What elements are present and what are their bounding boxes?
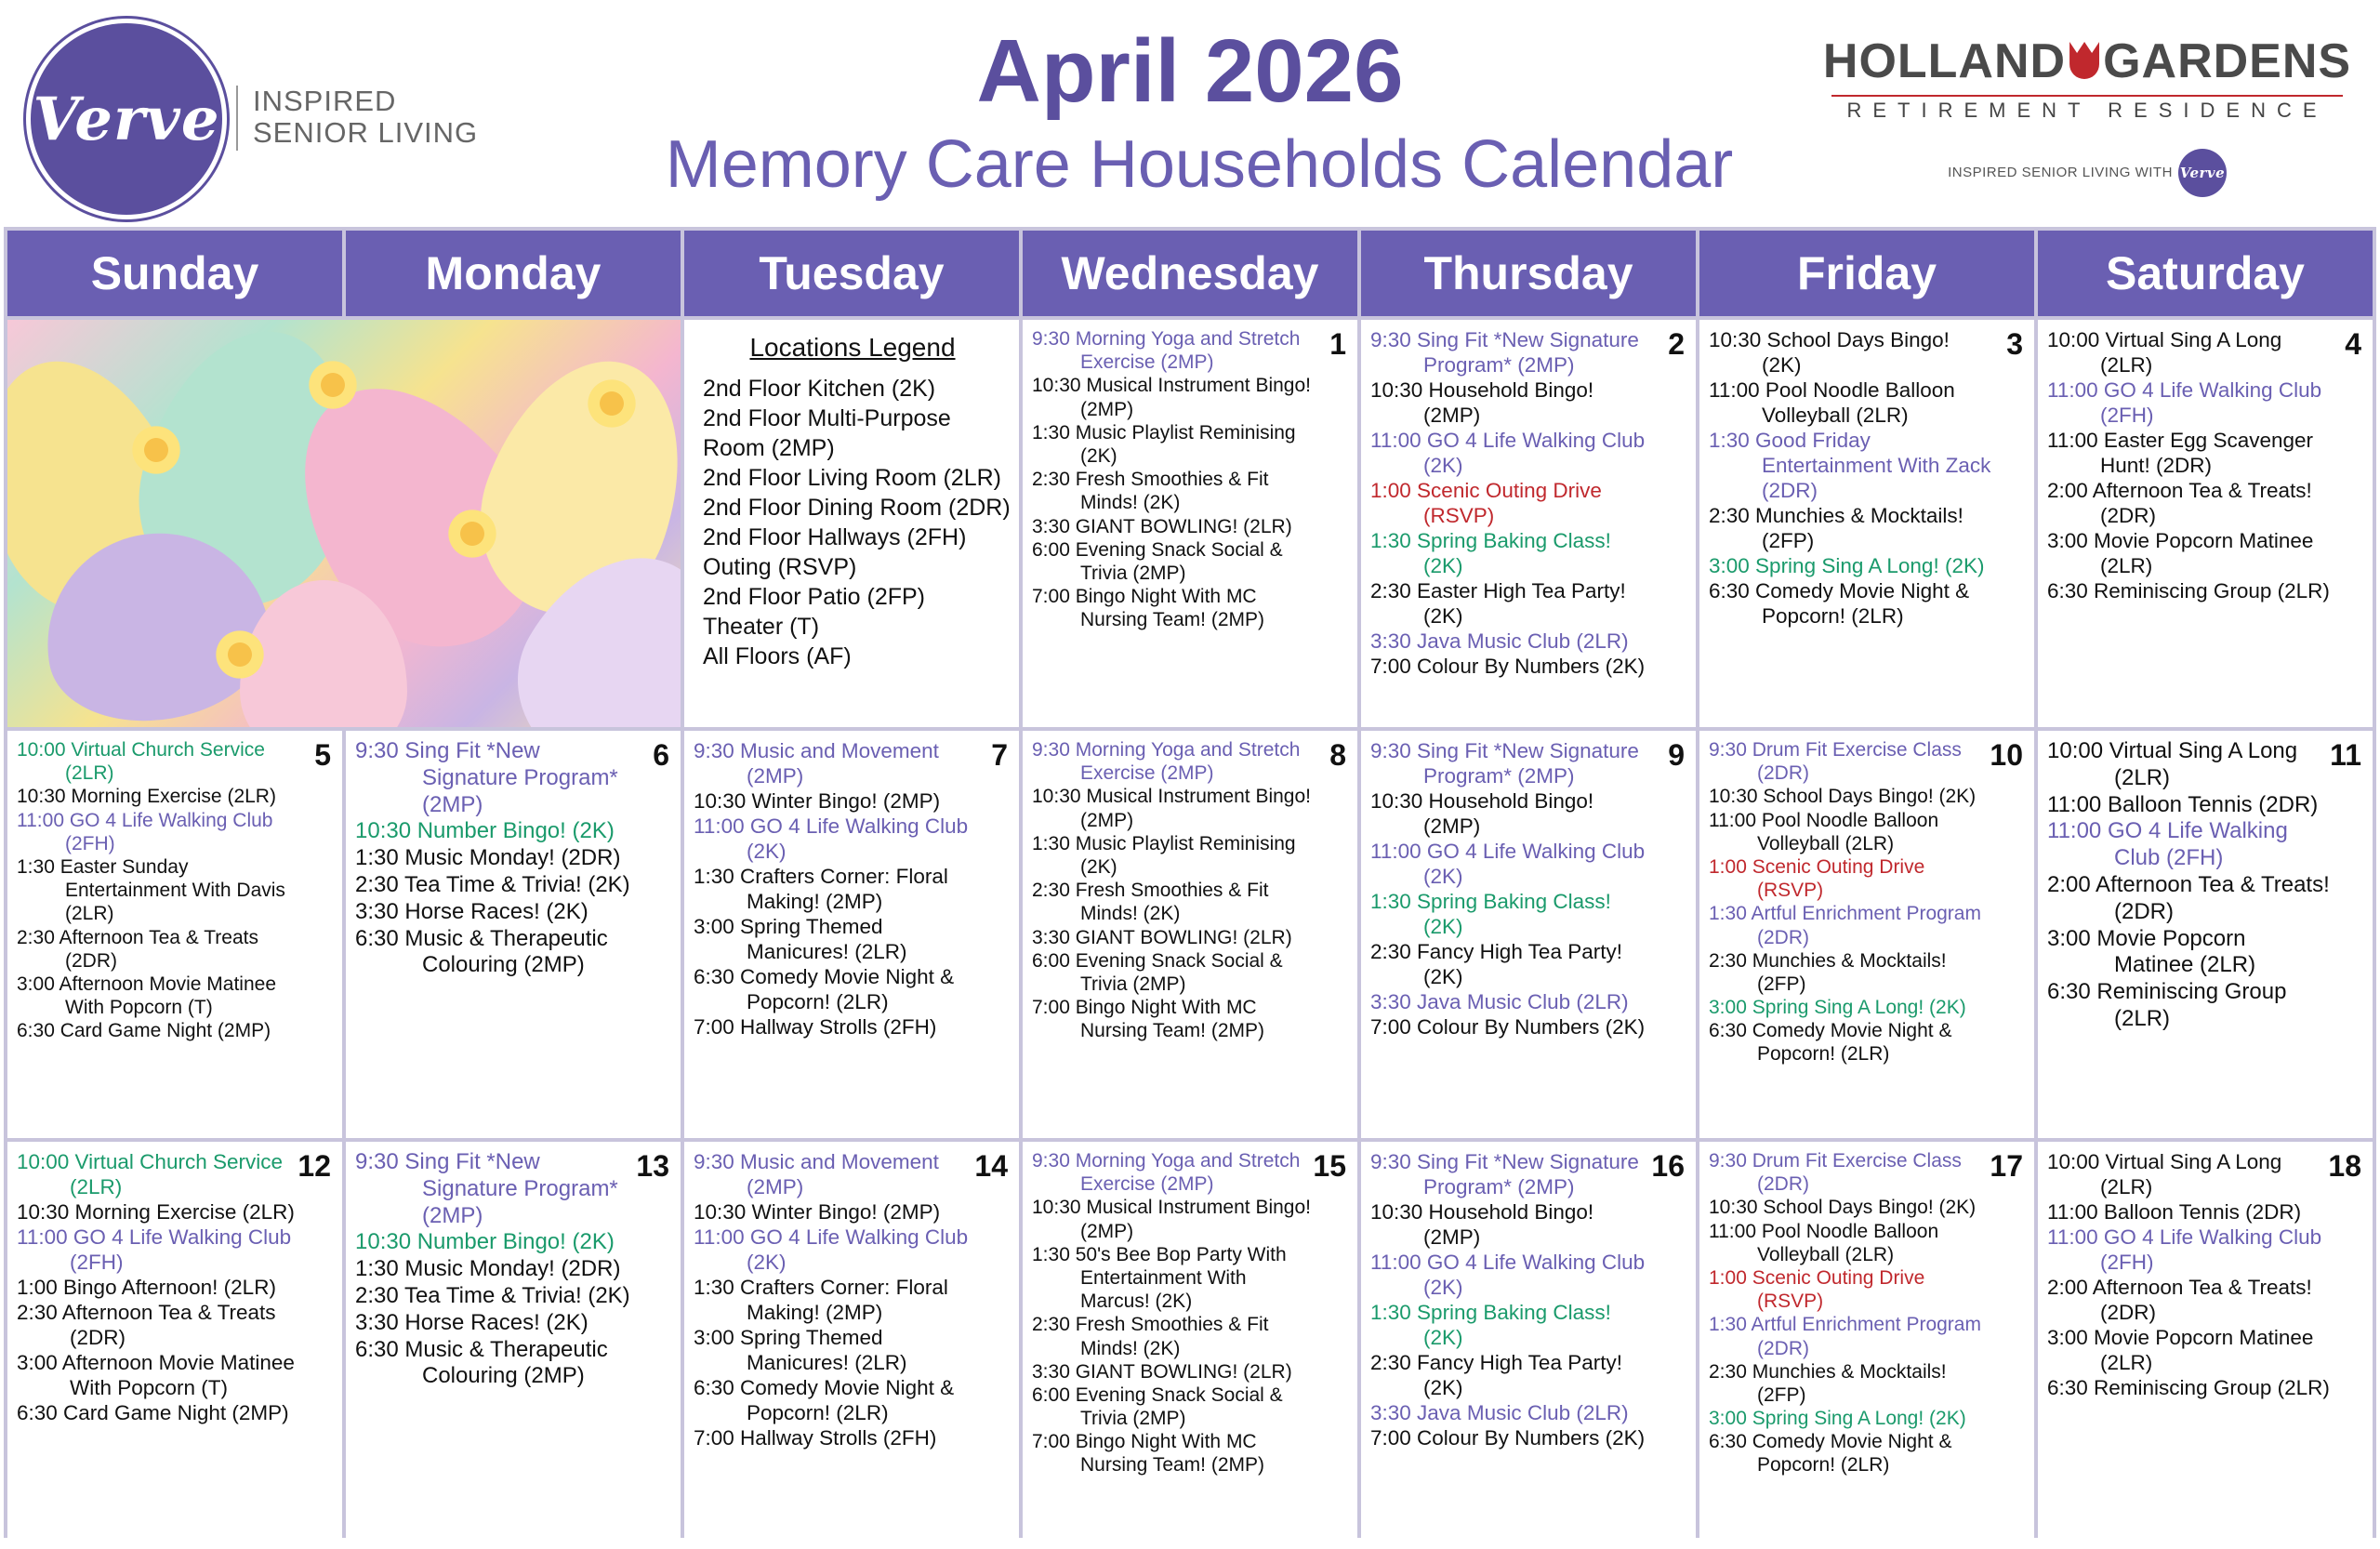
event-item: 10:30 Morning Exercise (2LR): [17, 786, 276, 808]
event-item: 2:30 Afternoon Tea & Treats (2DR): [17, 926, 258, 972]
day-number: 17: [1990, 1149, 2023, 1183]
event-item: 3:00 Spring Sing A Long! (2K): [1709, 1408, 1966, 1430]
event-item: 9:30 Morning Yoga and Stretch Exercise (2MP): [1032, 1150, 1301, 1196]
day-cell: [1023, 320, 1357, 727]
event-item: 10:00 Virtual Church Service (2LR): [17, 1150, 283, 1198]
holland-gardens-logo: [1813, 33, 2361, 197]
brand-with-text: INSPIRED SENIOR LIVING WITH: [1948, 164, 2173, 180]
brand-name-left: HOLLAND: [1822, 34, 2067, 88]
event-item: 2:30 Munchies & Mocktails! (2FP): [1709, 1360, 1947, 1406]
legend-item: All Floors (AF): [703, 643, 852, 669]
event-item: 6:30 Reminiscing Group (2LR): [2047, 979, 2287, 1031]
event-item: 3:00 Afternoon Movie Matinee With Popcorn (T): [17, 973, 277, 1019]
event-item: 11:00 GO 4 Life Walking Club (2FH): [17, 1225, 292, 1274]
event-item: 11:00 GO 4 Life Walking Club (2K): [694, 1225, 969, 1274]
event-item: 3:00 Movie Popcorn Matinee (2LR): [2047, 1326, 2314, 1374]
verve-logo: [26, 19, 227, 219]
event-item: 2:30 Tea Time & Trivia! (2K): [355, 1282, 630, 1308]
tagline-line1: INSPIRED: [253, 85, 397, 117]
event-item: 6:30 Reminiscing Group (2LR): [2047, 1376, 2330, 1399]
event-item: 9:30 Music and Movement (2MP): [694, 739, 939, 788]
day-cell: [684, 1142, 1019, 1549]
event-item: 6:30 Music & Therapeutic Colouring (2MP): [355, 1336, 608, 1389]
event-item: 10:30 Household Bingo! (2MP): [1370, 378, 1594, 427]
event-item: 2:00 Afternoon Tea & Treats! (2DR): [2047, 1276, 2312, 1324]
event-item: 2:30 Fresh Smoothies & Fit Minds! (2K): [1032, 1314, 1269, 1359]
event-item: 2:30 Afternoon Tea & Treats (2DR): [17, 1301, 276, 1349]
day-number: 5: [314, 738, 331, 772]
event-item: 11:00 Balloon Tennis (2DR): [2047, 791, 2319, 817]
legend-item: 2nd Floor Multi-Purpose Room (2MP): [703, 405, 951, 461]
day-cell: [346, 1142, 681, 1549]
event-item: 9:30 Drum Fit Exercise Class (2DR): [1709, 1150, 1962, 1196]
day-header-monday: Monday: [346, 231, 681, 316]
day-cell: [7, 731, 342, 1138]
legend-item: 2nd Floor Living Room (2LR): [703, 465, 1001, 491]
day-number: 14: [974, 1149, 1008, 1183]
event-item: 2:30 Fresh Smoothies & Fit Minds! (2K): [1032, 880, 1269, 925]
day-cell: [1699, 1142, 2034, 1549]
day-number: 12: [298, 1149, 331, 1183]
event-item: 11:00 Pool Noodle Balloon Volleyball (2LR): [1709, 809, 1939, 854]
event-item: 1:30 Good Friday Entertainment With Zack (2DR): [1709, 429, 1991, 502]
event-item: 9:30 Morning Yoga and Stretch Exercise (2MP): [1032, 739, 1301, 785]
event-item: 3:00 Movie Popcorn Matinee (2LR): [2047, 925, 2256, 978]
day-number: 4: [2345, 327, 2361, 361]
day-cell: [7, 1142, 342, 1549]
event-item: 6:30 Comedy Movie Night & Popcorn! (2LR): [1709, 579, 1970, 628]
day-cell: [1023, 1142, 1357, 1549]
event-item: 2:30 Fancy High Tea Party! (2K): [1370, 1351, 1622, 1399]
event-item: 10:30 Household Bingo! (2MP): [1370, 1200, 1594, 1249]
day-cell: [2038, 320, 2373, 727]
event-item: 10:30 School Days Bingo! (2K): [1709, 1197, 1977, 1219]
day-header-tuesday: Tuesday: [684, 231, 1019, 316]
legend-item: 2nd Floor Hallways (2FH): [703, 524, 967, 550]
event-item: 3:00 Movie Popcorn Matinee (2LR): [2047, 529, 2314, 577]
brand-subtitle: RETIREMENT RESIDENCE: [1846, 99, 2328, 122]
event-item: 1:30 Music Monday! (2DR): [355, 1256, 621, 1282]
event-item: 3:00 Spring Themed Manicures! (2LR): [694, 915, 907, 963]
event-item: 10:30 School Days Bingo! (2K): [1709, 786, 1977, 808]
brand-name: [1813, 33, 2361, 89]
event-item: 6:00 Evening Snack Social & Trivia (2MP): [1032, 1384, 1283, 1430]
day-header-wednesday: Wednesday: [1023, 231, 1357, 316]
event-item: 3:00 Afternoon Movie Matinee With Popcorn (T): [17, 1351, 295, 1399]
event-item: 7:00 Hallway Strolls (2FH): [694, 1015, 937, 1039]
event-item: 11:00 GO 4 Life Walking Club (2K): [1370, 840, 1646, 888]
event-item: 9:30 Sing Fit *New Signature Program* (2MP): [1370, 739, 1639, 788]
event-item: 9:30 Sing Fit *New Signature Program* (2MP): [1370, 1150, 1639, 1198]
tagline-line2: SENIOR LIVING: [253, 116, 479, 149]
event-item: 1:30 Artful Enrichment Program (2DR): [1709, 1314, 1981, 1359]
event-item: 11:00 GO 4 Life Walking Club (2K): [1370, 429, 1646, 477]
locations-legend: [684, 320, 1019, 727]
event-item: 2:30 Munchies & Mocktails! (2FP): [1709, 949, 1947, 995]
day-number: 16: [1651, 1149, 1685, 1183]
event-item: 2:30 Fresh Smoothies & Fit Minds! (2K): [1032, 469, 1269, 514]
event-item: 7:00 Bingo Night With MC Nursing Team! (2MP): [1032, 586, 1265, 631]
day-header-thursday: Thursday: [1361, 231, 1696, 316]
event-item: 3:30 GIANT BOWLING! (2LR): [1032, 926, 1292, 948]
event-item: 6:30 Card Game Night (2MP): [17, 1401, 289, 1424]
day-number: 1: [1329, 327, 1346, 361]
event-item: 9:30 Music and Movement (2MP): [694, 1150, 939, 1198]
event-item: 1:30 50's Bee Bop Party With Entertainment With Marcus! (2K): [1032, 1243, 1287, 1313]
event-item: 11:00 Easter Egg Scavenger Hunt! (2DR): [2047, 429, 2314, 477]
day-cell: [684, 731, 1019, 1138]
legend-title: Locations Legend: [749, 333, 956, 362]
day-number: 10: [1990, 738, 2023, 772]
event-item: 6:30 Music & Therapeutic Colouring (2MP): [355, 925, 608, 978]
event-item: 10:30 Household Bingo! (2MP): [1370, 789, 1594, 838]
day-cell: [1361, 731, 1696, 1138]
event-item: 10:30 Number Bingo! (2K): [355, 1229, 615, 1255]
event-item: 2:30 Fancy High Tea Party! (2K): [1370, 940, 1622, 988]
day-number: 13: [636, 1149, 669, 1183]
legend-item: 2nd Floor Kitchen (2K): [703, 376, 936, 402]
event-item: 2:30 Tea Time & Trivia! (2K): [355, 871, 630, 897]
legend-item: 2nd Floor Patio (2FP): [703, 584, 925, 610]
easter-eggs-image: [7, 320, 681, 727]
day-number: 15: [1313, 1149, 1346, 1183]
event-item: 6:30 Reminiscing Group (2LR): [2047, 579, 2330, 602]
event-item: 3:30 GIANT BOWLING! (2LR): [1032, 1360, 1292, 1383]
page-header: [0, 0, 2380, 227]
event-item: 11:00 GO 4 Life Walking Club (2FH): [2047, 1225, 2322, 1274]
day-number: 6: [653, 738, 669, 772]
event-item: 1:30 Spring Baking Class! (2K): [1370, 1301, 1611, 1349]
event-item: 10:00 Virtual Sing A Long (2LR): [2047, 1150, 2282, 1198]
event-item: 11:00 GO 4 Life Walking Club (2FH): [2047, 818, 2288, 871]
event-item: 3:00 Spring Themed Manicures! (2LR): [694, 1326, 907, 1374]
event-item: 1:30 Crafters Corner: Floral Making! (2MP): [694, 865, 948, 913]
event-item: 3:00 Spring Sing A Long! (2K): [1709, 997, 1966, 1019]
day-cell: [2038, 1142, 2373, 1549]
day-number: 3: [2006, 327, 2023, 361]
event-item: 7:00 Bingo Night With MC Nursing Team! (2MP): [1032, 1431, 1265, 1476]
event-item: 10:00 Virtual Sing A Long (2LR): [2047, 328, 2282, 377]
event-item: 9:30 Morning Yoga and Stretch Exercise (2MP): [1032, 328, 1301, 374]
day-header-friday: Friday: [1699, 231, 2034, 316]
event-item: 6:30 Card Game Night (2MP): [17, 1020, 271, 1042]
day-cell: [1361, 320, 1696, 727]
event-item: 10:30 Musical Instrument Bingo! (2MP): [1032, 786, 1311, 831]
day-cell: [1023, 731, 1357, 1138]
verve-logo-text: Verve: [33, 84, 220, 154]
event-item: 6:00 Evening Snack Social & Trivia (2MP): [1032, 949, 1283, 995]
event-item: 11:00 GO 4 Life Walking Club (2FH): [17, 809, 273, 854]
event-item: 11:00 GO 4 Life Walking Club (2K): [694, 814, 969, 863]
event-item: 11:00 Pool Noodle Balloon Volleyball (2LR): [1709, 378, 1955, 427]
event-item: 7:00 Colour By Numbers (2K): [1370, 1426, 1646, 1450]
event-item: 7:00 Hallway Strolls (2FH): [694, 1426, 937, 1450]
day-number: 11: [2330, 738, 2361, 772]
event-item: 9:30 Sing Fit *New Signature Program* (2MP): [1370, 328, 1639, 377]
event-item: 2:30 Munchies & Mocktails! (2FP): [1709, 504, 1964, 552]
day-number: 7: [991, 738, 1008, 772]
brand-rule: [1831, 95, 2343, 97]
event-item: 3:30 Java Music Club (2LR): [1370, 629, 1629, 653]
event-item: 9:30 Drum Fit Exercise Class (2DR): [1709, 739, 1962, 785]
event-item: 10:30 Musical Instrument Bingo! (2MP): [1032, 1197, 1311, 1242]
event-item: 6:30 Comedy Movie Night & Popcorn! (2LR): [1709, 1431, 1952, 1476]
event-item: 3:00 Spring Sing A Long! (2K): [1709, 554, 1985, 577]
event-item: 11:00 Balloon Tennis (2DR): [2047, 1200, 2302, 1224]
event-item: 10:30 Musical Instrument Bingo! (2MP): [1032, 375, 1311, 420]
calendar-subtitle: Memory Care Households Calendar: [665, 127, 1734, 202]
day-number: 8: [1329, 738, 1346, 772]
event-item: 6:30 Comedy Movie Night & Popcorn! (2LR): [1709, 1020, 1952, 1066]
day-cell: [346, 731, 681, 1138]
event-item: 1:30 Music Monday! (2DR): [355, 845, 621, 871]
day-cell: [1699, 731, 2034, 1138]
verve-mini-logo: Verve: [2178, 149, 2227, 197]
event-item: 11:00 GO 4 Life Walking Club (2FH): [2047, 378, 2322, 427]
tagline: [253, 86, 478, 149]
event-item: 2:00 Afternoon Tea & Treats! (2DR): [2047, 479, 2312, 527]
event-item: 10:30 Morning Exercise (2LR): [17, 1200, 295, 1224]
calendar-grid: [4, 227, 2376, 1538]
event-item: 1:00 Scenic Outing Drive (RSVP): [1709, 855, 1925, 902]
event-item: 1:30 Spring Baking Class! (2K): [1370, 529, 1611, 577]
event-item: 3:30 Horse Races! (2K): [355, 898, 588, 924]
event-item: 11:00 Pool Noodle Balloon Volleyball (2LR): [1709, 1220, 1939, 1265]
event-item: 3:30 Horse Races! (2K): [355, 1309, 588, 1335]
brand-name-right: GARDENS: [2103, 34, 2352, 88]
event-item: 3:30 Java Music Club (2LR): [1370, 1401, 1629, 1424]
day-cell: [2038, 731, 2373, 1138]
event-item: 10:30 Winter Bingo! (2MP): [694, 789, 941, 813]
event-item: 10:00 Virtual Sing A Long (2LR): [2047, 738, 2298, 790]
event-item: 11:00 GO 4 Life Walking Club (2K): [1370, 1251, 1646, 1299]
event-item: 10:00 Virtual Church Service (2LR): [17, 739, 265, 785]
event-item: 10:30 School Days Bingo! (2K): [1709, 328, 1950, 377]
event-item: 1:30 Easter Sunday Entertainment With Davis (2LR): [17, 855, 285, 925]
day-number: 18: [2328, 1149, 2361, 1183]
event-item: 7:00 Bingo Night With MC Nursing Team! (2MP): [1032, 997, 1265, 1042]
legend-item: 2nd Floor Dining Room (2DR): [703, 495, 1011, 521]
day-cell: [1699, 320, 2034, 727]
event-item: 1:00 Bingo Afternoon! (2LR): [17, 1276, 276, 1299]
day-header-saturday: Saturday: [2038, 231, 2373, 316]
event-item: 1:30 Music Playlist Reminising (2K): [1032, 421, 1296, 467]
event-item: 1:00 Scenic Outing Drive (RSVP): [1709, 1266, 1925, 1313]
event-item: 6:30 Comedy Movie Night & Popcorn! (2LR): [694, 965, 955, 1013]
event-item: 3:30 Java Music Club (2LR): [1370, 990, 1629, 1013]
event-item: 7:00 Colour By Numbers (2K): [1370, 655, 1646, 678]
event-item: 2:00 Afternoon Tea & Treats! (2DR): [2047, 871, 2330, 924]
event-item: 6:30 Comedy Movie Night & Popcorn! (2LR): [694, 1376, 955, 1424]
event-item: 2:30 Easter High Tea Party! (2K): [1370, 579, 1626, 628]
event-item: 9:30 Sing Fit *New Signature Program* (2MP): [355, 1149, 618, 1228]
event-item: 10:30 Number Bingo! (2K): [355, 818, 615, 844]
event-item: 1:00 Scenic Outing Drive (RSVP): [1370, 479, 1602, 527]
day-number: 9: [1668, 738, 1685, 772]
event-item: 3:30 GIANT BOWLING! (2LR): [1032, 515, 1292, 537]
event-item: 6:00 Evening Snack Social & Trivia (2MP): [1032, 538, 1283, 584]
day-number: 2: [1668, 327, 1685, 361]
event-item: 1:30 Music Playlist Reminising (2K): [1032, 832, 1296, 878]
event-item: 10:30 Winter Bingo! (2MP): [694, 1200, 941, 1224]
event-item: 1:30 Crafters Corner: Floral Making! (2MP): [694, 1276, 948, 1324]
event-item: 1:30 Artful Enrichment Program (2DR): [1709, 903, 1981, 948]
event-item: 1:30 Spring Baking Class! (2K): [1370, 890, 1611, 938]
event-item: 7:00 Colour By Numbers (2K): [1370, 1015, 1646, 1039]
month-title: April 2026: [976, 21, 1404, 121]
brand-with: [1813, 149, 2361, 197]
legend-item: Outing (RSVP): [703, 554, 857, 580]
event-item: 9:30 Sing Fit *New Signature Program* (2MP): [355, 738, 618, 817]
day-header-sunday: Sunday: [7, 231, 342, 316]
legend-item: Theater (T): [703, 614, 820, 640]
day-cell: [1361, 1142, 1696, 1549]
tulip-icon: [2069, 42, 2099, 79]
logo-divider: [236, 86, 238, 151]
